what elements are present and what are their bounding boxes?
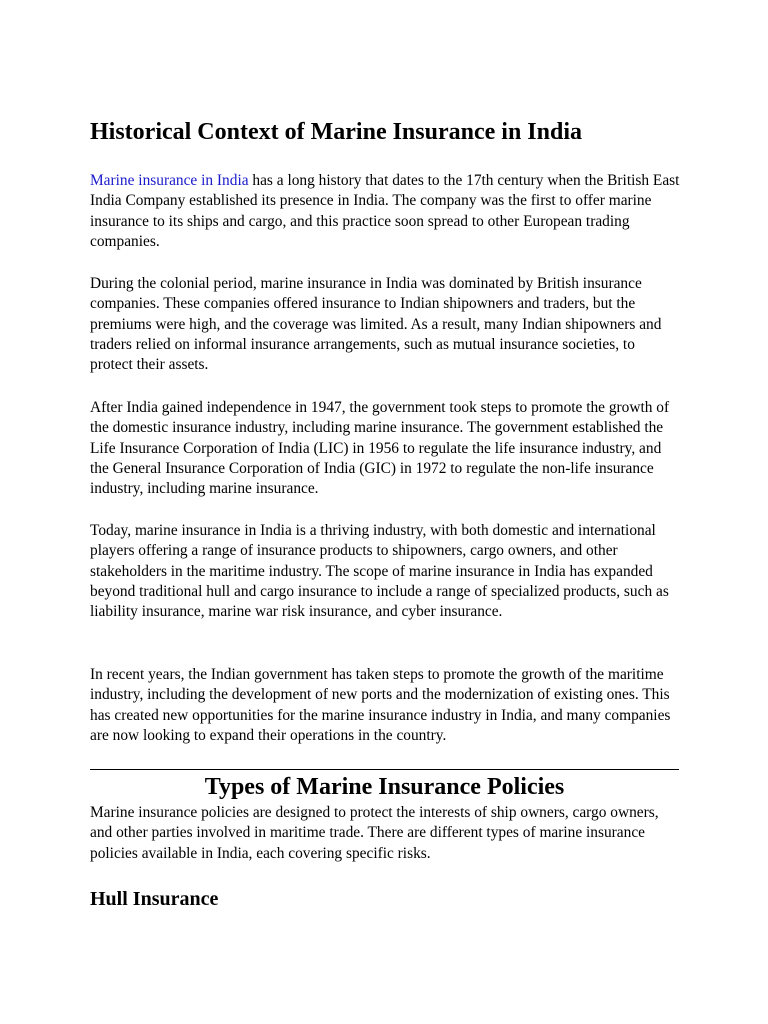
- page-title: Historical Context of Marine Insurance in India: [90, 119, 582, 145]
- section-intro-paragraph: Marine insurance policies are designed to protect the interests of ship owners, cargo owners, and other parties involved in maritime trade. There are different types of marine insurance policies available in India, each covering specific risks.: [90, 804, 659, 862]
- marine-insurance-link[interactable]: Marine insurance in India: [90, 172, 249, 189]
- paragraph-colonial-period: During the colonial period, marine insurance in India was dominated by British insurance companies. These companies offered insurance to Indian shipowners and traders, but the premiums were high, and the coverage was limited. As a result, many Indian shipowners and traders relied on informal insurance arrangements, such as mutual insurance societies, to protect their assets.: [90, 275, 662, 374]
- subheading-hull-insurance: Hull Insurance: [90, 888, 219, 910]
- intro-paragraph-text: has a long history that dates to the 17th century when the British East India Company established its presence in India. The company was the first to offer marine insurance to its ships and cargo, and this practice soon spread to other European trading companies.: [90, 172, 680, 250]
- paragraph-independence: After India gained independence in 1947, the government took steps to promote the growth of the domestic insurance industry, including marine insurance. The government established the Life Insurance Corporation of India (LIC) in 1956 to regulate the life insurance industry, and the General Insurance Corporation of India (GIC) in 1972 to regulate the non-life insurance industry, including marine insurance.: [90, 399, 670, 498]
- paragraph-today: Today, marine insurance in India is a thriving industry, with both domestic and international players offering a range of insurance products to shipowners, cargo owners, and other stakeholders in the maritime industry. The scope of marine insurance in India has expanded beyond traditional hull and cargo insurance to include a range of specialized products, such as liability insurance, marine war risk insurance, and cyber insurance.: [90, 522, 669, 621]
- horizontal-divider: [90, 769, 679, 770]
- paragraph-recent-years: In recent years, the Indian government has taken steps to promote the growth of the maritime industry, including the development of new ports and the modernization of existing ones. This has created new opportunities for the marine insurance industry in India, and many companies are now looking to expand their operations in the country.: [90, 666, 671, 744]
- section-heading-types: Types of Marine Insurance Policies: [204, 774, 565, 800]
- intro-paragraph: [90, 171, 680, 252]
